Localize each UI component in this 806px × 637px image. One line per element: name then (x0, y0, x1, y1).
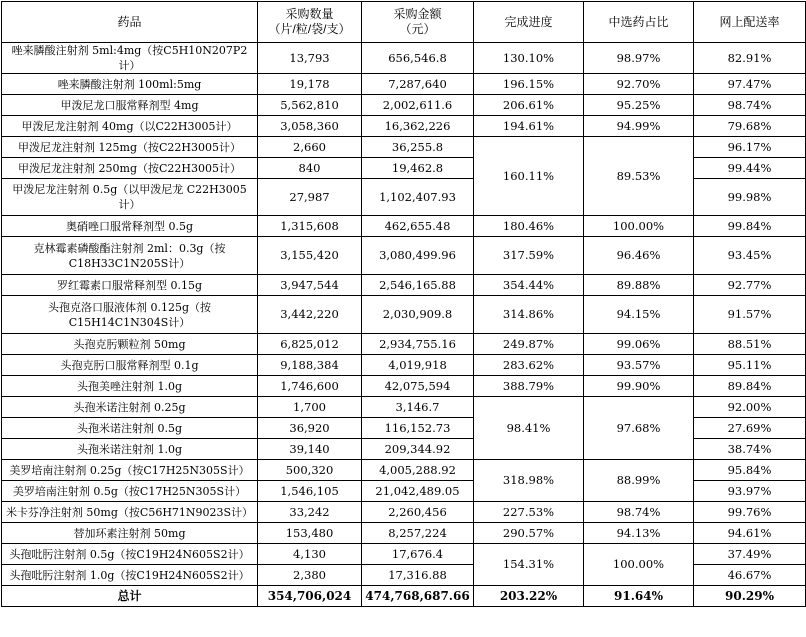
drug-name: 美罗培南注射剂 0.25g（按C17H25N305S计） (2, 460, 258, 481)
table-row (2, 275, 806, 296)
total-delivery: 90.29% (694, 586, 806, 607)
progress-cell: 388.79% (474, 376, 584, 397)
delivery-cell: 99.84% (694, 216, 806, 237)
total-qty: 354,706,024 (258, 586, 362, 607)
qty-cell: 9,188,384 (258, 355, 362, 376)
header-row (2, 2, 806, 43)
group-progress-cell: 98.41% (474, 397, 584, 460)
drug-name: 头孢美唑注射剂 1.0g (2, 376, 258, 397)
amount-cell: 36,255.8 (362, 137, 474, 158)
drug-name: 甲泼尼龙口服常释剂型 4mg (2, 95, 258, 116)
drug-name: 甲泼尼龙注射剂 0.5g（以甲泼尼龙 C22H3005计） (2, 179, 258, 216)
amount-cell: 16,362,226 (362, 116, 474, 137)
amount-cell: 209,344.92 (362, 439, 474, 460)
qty-cell: 1,315,608 (258, 216, 362, 237)
table-row (2, 116, 806, 137)
total-row (2, 586, 806, 607)
drug-name: 头孢米诺注射剂 0.5g (2, 418, 258, 439)
qty-cell: 3,155,420 (258, 237, 362, 275)
delivery-cell: 89.84% (694, 376, 806, 397)
drug-name: 头孢克肟颗粒剂 50mg (2, 334, 258, 355)
drug-name: 奥硝唑口服常释剂型 0.5g (2, 216, 258, 237)
amount-cell: 8,257,224 (362, 523, 474, 544)
amount-cell: 2,002,611.6 (362, 95, 474, 116)
delivery-cell: 95.11% (694, 355, 806, 376)
qty-cell: 19,178 (258, 74, 362, 95)
progress-cell: 194.61% (474, 116, 584, 137)
qty-cell: 27,987 (258, 179, 362, 216)
header-progress: 完成进度 (474, 2, 584, 43)
drug-name: 米卡芬净注射剂 50mg（按C56H71N9023S计） (2, 502, 258, 523)
group-share-cell: 100.00% (584, 544, 694, 586)
delivery-cell: 97.47% (694, 74, 806, 95)
progress-cell: 227.53% (474, 502, 584, 523)
drug-name: 美罗培南注射剂 0.5g（按C17H25N305S计） (2, 481, 258, 502)
qty-cell: 2,380 (258, 565, 362, 586)
qty-cell: 36,920 (258, 418, 362, 439)
table-row (2, 460, 806, 481)
delivery-cell: 37.49% (694, 544, 806, 565)
qty-cell: 3,058,360 (258, 116, 362, 137)
group-progress-cell: 160.11% (474, 137, 584, 216)
table-row (2, 334, 806, 355)
amount-cell: 2,934,755.16 (362, 334, 474, 355)
total-progress: 203.22% (474, 586, 584, 607)
qty-cell: 5,562,810 (258, 95, 362, 116)
delivery-cell: 93.45% (694, 237, 806, 275)
drug-name: 头孢米诺注射剂 1.0g (2, 439, 258, 460)
drug-name: 罗红霉素口服常释剂型 0.15g (2, 275, 258, 296)
amount-cell: 21,042,489.05 (362, 481, 474, 502)
qty-cell: 6,825,012 (258, 334, 362, 355)
qty-cell: 3,947,544 (258, 275, 362, 296)
amount-cell: 2,546,165.88 (362, 275, 474, 296)
drug-name: 头孢克洛口服液体剂 0.125g（按C15H14C1N304S计） (2, 296, 258, 334)
drug-name: 甲泼尼龙注射剂 125mg（按C22H3005计） (2, 137, 258, 158)
qty-cell: 1,700 (258, 397, 362, 418)
progress-cell: 180.46% (474, 216, 584, 237)
qty-cell: 4,130 (258, 544, 362, 565)
group-progress-cell: 154.31% (474, 544, 584, 586)
amount-cell: 42,075,594 (362, 376, 474, 397)
group-share-cell: 89.53% (584, 137, 694, 216)
drug-name: 甲泼尼龙注射剂 40mg（以C22H3005计） (2, 116, 258, 137)
table-row (2, 237, 806, 275)
delivery-cell: 46.67% (694, 565, 806, 586)
delivery-cell: 91.57% (694, 296, 806, 334)
drug-name: 头孢吡肟注射剂 1.0g（按C19H24N605S2计） (2, 565, 258, 586)
progress-cell: 283.62% (474, 355, 584, 376)
header-share: 中选药占比 (584, 2, 694, 43)
share-cell: 98.97% (584, 43, 694, 74)
table-row (2, 216, 806, 237)
header-delivery: 网上配送率 (694, 2, 806, 43)
amount-cell: 2,030,909.8 (362, 296, 474, 334)
delivery-cell: 92.77% (694, 275, 806, 296)
drug-name: 克林霉素磷酸酯注射剂 2ml：0.3g（按C18H33C1N205S计） (2, 237, 258, 275)
delivery-cell: 88.51% (694, 334, 806, 355)
share-cell: 94.13% (584, 523, 694, 544)
drug-name: 唑来膦酸注射剂 100ml:5mg (2, 74, 258, 95)
group-share-cell: 88.99% (584, 460, 694, 502)
share-cell: 94.15% (584, 296, 694, 334)
table-row (2, 544, 806, 565)
amount-cell: 656,546.8 (362, 43, 474, 74)
qty-cell: 13,793 (258, 43, 362, 74)
delivery-cell: 98.74% (694, 95, 806, 116)
total-amount: 474,768,687.66 (362, 586, 474, 607)
drug-name: 头孢米诺注射剂 0.25g (2, 397, 258, 418)
delivery-cell: 99.98% (694, 179, 806, 216)
qty-cell: 500,320 (258, 460, 362, 481)
progress-cell: 196.15% (474, 74, 584, 95)
share-cell: 92.70% (584, 74, 694, 95)
delivery-cell: 96.17% (694, 137, 806, 158)
amount-cell: 4,005,288.92 (362, 460, 474, 481)
delivery-cell: 82.91% (694, 43, 806, 74)
table-row (2, 296, 806, 334)
table-row (2, 137, 806, 158)
delivery-cell: 99.76% (694, 502, 806, 523)
qty-cell: 33,242 (258, 502, 362, 523)
procurement-table (1, 1, 806, 607)
total-label: 总计 (2, 586, 258, 607)
drug-name: 甲泼尼龙注射剂 250mg（按C22H3005计） (2, 158, 258, 179)
drug-name: 替加环素注射剂 50mg (2, 523, 258, 544)
header-amount: 采购金额 （元） (362, 2, 474, 43)
delivery-cell: 93.97% (694, 481, 806, 502)
qty-cell: 39,140 (258, 439, 362, 460)
delivery-cell: 79.68% (694, 116, 806, 137)
delivery-cell: 92.00% (694, 397, 806, 418)
drug-name: 头孢克肟口服常释剂型 0.1g (2, 355, 258, 376)
amount-cell: 462,655.48 (362, 216, 474, 237)
delivery-cell: 38.74% (694, 439, 806, 460)
share-cell: 95.25% (584, 95, 694, 116)
delivery-cell: 27.69% (694, 418, 806, 439)
total-share: 91.64% (584, 586, 694, 607)
table-row (2, 397, 806, 418)
share-cell: 94.99% (584, 116, 694, 137)
amount-cell: 19,462.8 (362, 158, 474, 179)
progress-cell: 317.59% (474, 237, 584, 275)
amount-cell: 3,080,499.96 (362, 237, 474, 275)
share-cell: 99.90% (584, 376, 694, 397)
progress-cell: 130.10% (474, 43, 584, 74)
delivery-cell: 94.61% (694, 523, 806, 544)
share-cell: 100.00% (584, 216, 694, 237)
progress-cell: 249.87% (474, 334, 584, 355)
progress-cell: 314.86% (474, 296, 584, 334)
share-cell: 93.57% (584, 355, 694, 376)
amount-cell: 2,260,456 (362, 502, 474, 523)
delivery-cell: 95.84% (694, 460, 806, 481)
amount-cell: 17,316.88 (362, 565, 474, 586)
share-cell: 99.06% (584, 334, 694, 355)
header-qty: 采购数量 （片/粒/袋/支） (258, 2, 362, 43)
share-cell: 89.88% (584, 275, 694, 296)
table-row (2, 95, 806, 116)
share-cell: 98.74% (584, 502, 694, 523)
table-row (2, 43, 806, 74)
qty-cell: 1,746,600 (258, 376, 362, 397)
amount-cell: 4,019,918 (362, 355, 474, 376)
amount-cell: 7,287,640 (362, 74, 474, 95)
qty-cell: 153,480 (258, 523, 362, 544)
drug-name: 头孢吡肟注射剂 0.5g（按C19H24N605S2计） (2, 544, 258, 565)
drug-name: 唑来膦酸注射剂 5ml:4mg（按C5H10N207P2计） (2, 43, 258, 74)
table-row (2, 502, 806, 523)
group-share-cell: 97.68% (584, 397, 694, 460)
table-row (2, 355, 806, 376)
progress-cell: 206.61% (474, 95, 584, 116)
amount-cell: 1,102,407.93 (362, 179, 474, 216)
amount-cell: 116,152.73 (362, 418, 474, 439)
qty-cell: 1,546,105 (258, 481, 362, 502)
qty-cell: 2,660 (258, 137, 362, 158)
header-drug: 药品 (2, 2, 258, 43)
qty-cell: 840 (258, 158, 362, 179)
table-row (2, 74, 806, 95)
qty-cell: 3,442,220 (258, 296, 362, 334)
table-row (2, 376, 806, 397)
amount-cell: 3,146.7 (362, 397, 474, 418)
amount-cell: 17,676.4 (362, 544, 474, 565)
group-progress-cell: 318.98% (474, 460, 584, 502)
progress-cell: 354.44% (474, 275, 584, 296)
share-cell: 96.46% (584, 237, 694, 275)
table-row (2, 523, 806, 544)
progress-cell: 290.57% (474, 523, 584, 544)
delivery-cell: 99.44% (694, 158, 806, 179)
